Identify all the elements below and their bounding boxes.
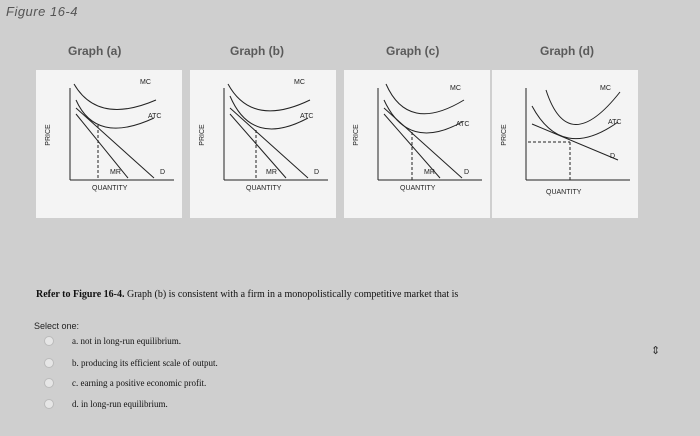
graph-c-title: Graph (c) (386, 44, 440, 58)
graph-a-mr-label: MR (110, 169, 121, 176)
graph-b-d-label: D (314, 169, 320, 176)
graph-c-demand-curve (384, 108, 462, 178)
graph-c-atc-label: ATC (456, 121, 470, 128)
graph-d-atc-curve (532, 106, 618, 139)
graph-a-mc-curve (74, 84, 156, 109)
graph-a-quantity-label: QUANTITY (92, 185, 128, 192)
option-a-radio[interactable] (44, 336, 54, 346)
option-a[interactable] (44, 334, 181, 348)
graph-a-title: Graph (a) (68, 44, 122, 58)
graph-b-atc-label: ATC (300, 113, 314, 120)
graph-c-price-label: PRICE (353, 124, 360, 146)
option-b[interactable] (44, 356, 218, 370)
option-b-label[interactable]: b. producing its efficient scale of output. (72, 358, 218, 368)
figure-title: Figure 16-4 (6, 4, 78, 19)
option-d-radio[interactable] (44, 399, 54, 409)
graph-b-mc-curve (228, 84, 310, 111)
graph-b-demand-curve (230, 108, 308, 178)
option-a-label[interactable]: a. not in long-run equilibrium. (72, 336, 181, 346)
graph-b-quantity-label: QUANTITY (246, 185, 282, 192)
graph-a-panel (36, 70, 182, 218)
graph-d-d-label: D (610, 153, 616, 160)
option-c-radio[interactable] (44, 378, 54, 388)
graph-d-atc-label: ATC (608, 119, 622, 126)
graph-b-title: Graph (b) (230, 44, 284, 58)
mouse-cursor-icon: ⇕ (651, 345, 661, 357)
graph-b-price-label: PRICE (199, 124, 206, 146)
graph-b-mr-label: MR (266, 169, 277, 176)
question-text (36, 289, 458, 300)
option-c-label[interactable]: c. earning a positive economic profit. (72, 378, 207, 388)
graph-b-mr-curve (230, 114, 286, 178)
graph-c-quantity-label: QUANTITY (400, 185, 436, 192)
option-d[interactable] (44, 397, 168, 411)
graph-c-mc-label: MC (450, 85, 461, 92)
graph-b-panel (190, 70, 336, 218)
question-prefix: Refer to Figure 16-4. (36, 289, 125, 300)
graph-a-demand-curve (76, 108, 154, 178)
option-b-radio[interactable] (44, 358, 54, 368)
graph-c-mr-label: MR (424, 169, 435, 176)
graph-c-d-label: D (464, 169, 470, 176)
option-d-label[interactable]: d. in long-run equilibrium. (72, 399, 168, 409)
graph-d-price-label: PRICE (501, 124, 508, 146)
question-body: Graph (b) is consistent with a firm in a monopolistically competitive market that is (127, 289, 459, 300)
graph-d-panel (492, 70, 638, 218)
graph-a-atc-label: ATC (148, 113, 162, 120)
graph-d-mc-label: MC (600, 85, 611, 92)
graph-c-panel (344, 70, 490, 218)
graph-a-d-label: D (160, 169, 166, 176)
select-label: Select one: (34, 321, 80, 331)
graph-a-price-label: PRICE (45, 124, 52, 146)
graph-d-quantity-label: QUANTITY (546, 189, 582, 196)
graph-a-atc-curve (76, 100, 154, 128)
graph-b-mc-label: MC (294, 79, 305, 86)
option-c[interactable] (44, 376, 206, 390)
graph-d-title: Graph (d) (540, 44, 594, 58)
graph-a-mc-label: MC (140, 79, 151, 86)
